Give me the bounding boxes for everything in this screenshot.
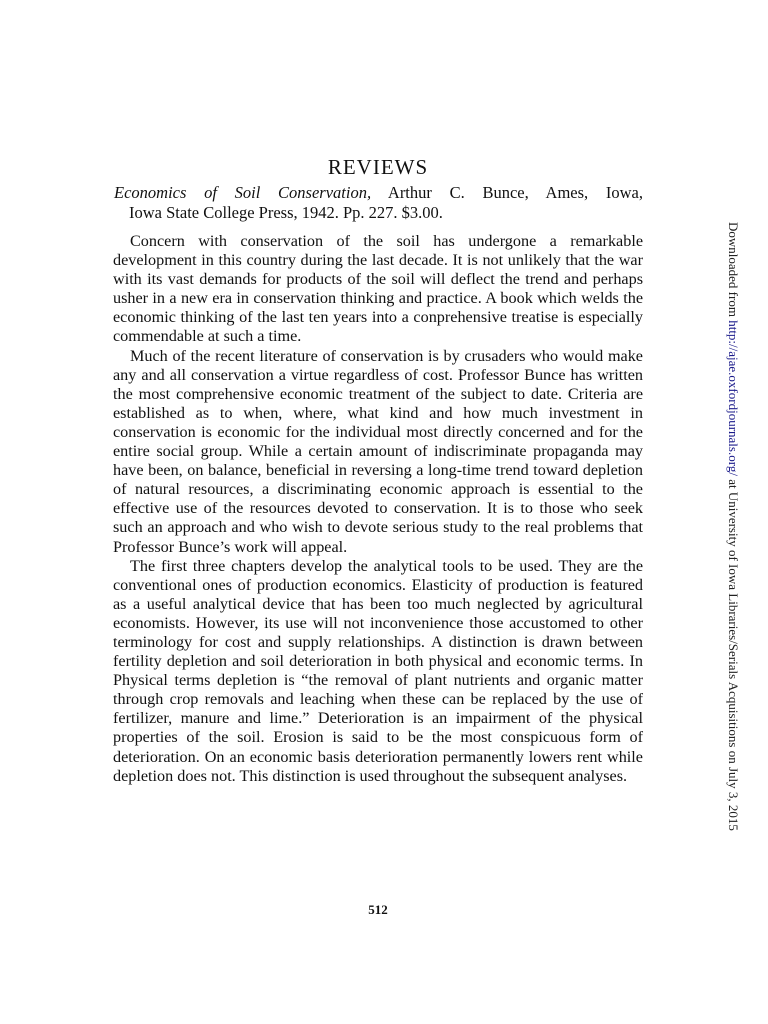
citation-author: Arthur C. Bunce, Ames, Iowa,: [371, 183, 643, 202]
watermark-prefix: Downloaded from: [726, 222, 741, 321]
watermark-suffix: at University of Iowa Libraries/Serials Acquisitions on July 3, 2015: [726, 475, 741, 831]
paragraph-2: Much of the recent literature of conservation is by crusaders who would make any and all conservation a virtue regardless of cost. Professor Bunce has written the most comprehensive economic treatment of the subject to date. Criteria are established as to when, where, what kind and how much investment in conservation is economic for the individual most directly concerned and for the entire social group. While a certain amount of indiscriminate propaganda may have been, on balance, beneficial in reversing a long-time trend toward depletion of natural resources, a discriminating economic approach is essential to the effective use of the resources devoted to conservation. It is to those who seek such an approach and who wish to devote serious study to the real problems that Professor Bunce’s work will appeal.: [113, 346, 643, 556]
book-title: Economics of Soil Conservation,: [114, 183, 372, 202]
paragraph-3: The first three chapters develop the analytical tools to be used. They are the conventional ones of production economics. Elasticity of production is featured as a useful analytical device that has been too much neglected by agricultural economists. However, its use will not inconvenience those accustomed to other terminology for cost and supply relationships. A distinction is drawn between fertility depletion and soil deterioration in both physical and economic terms. In Physical terms depletion is “the removal of plant nutrients and organic matter through crop removals and leaching when these can be replaced by the use of fertilizer, manure and lime.” Deterioration is an impairment of the physical properties of the soil. Erosion is said to be the most conspicuous form of deterioration. On an economic basis deterioration permanently lowers rent while depletion does not. This distinction is used throughout the subsequent analyses.: [113, 556, 643, 785]
download-watermark: [725, 222, 741, 831]
citation-line-1: [114, 183, 643, 203]
watermark-link[interactable]: http://ajae.oxfordjournals.org/: [726, 320, 741, 476]
citation-publisher: Iowa State College Press, 1942. Pp. 227. $3.00.: [129, 202, 443, 222]
page-number: 512: [368, 902, 388, 917]
review-body: [113, 232, 643, 786]
book-citation: [114, 183, 643, 222]
section-heading: REVIEWS: [327, 155, 429, 179]
paragraph-1: Concern with conservation of the soil has undergone a remarkable development in this country during the last decade. It is not unlikely that the war with its vast demands for products of the soil will deflect the trend and perhaps usher in a new era in conservation thinking and practice. A book which welds the economic thinking of the last ten years into a conprehensive treatise is especially commendable at such a time.: [113, 232, 643, 346]
